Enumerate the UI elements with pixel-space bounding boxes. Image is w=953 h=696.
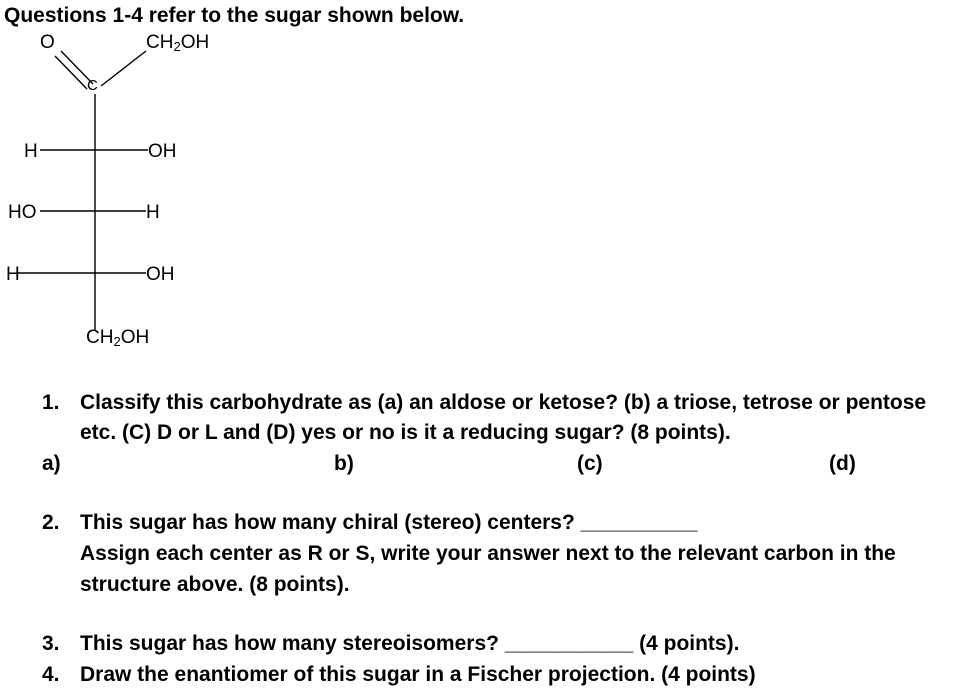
question-1-number: 1. — [42, 391, 60, 414]
answer-label-d: (d) — [829, 452, 856, 475]
row1-right-substituent: OH — [148, 141, 177, 162]
question-4-number: 4. — [42, 663, 60, 686]
question-2-number: 2. — [42, 511, 60, 534]
answer-label-a: a) — [42, 452, 61, 475]
question-2-line-3: structure above. (8 points). — [80, 573, 350, 596]
page-heading: Questions 1-4 refer to the sugar shown below. — [4, 4, 465, 27]
question-2-line-2: Assign each center as R or S, write your answer next to the relevant carbon in the — [80, 542, 896, 565]
question-2-line-1: This sugar has how many chiral (stereo) centers? __________ — [80, 511, 698, 534]
row2-right-substituent: H — [146, 202, 160, 223]
answer-label-c: (c) — [577, 452, 603, 475]
row3-right-substituent: OH — [146, 264, 175, 285]
row3-left-substituent: H — [6, 264, 20, 285]
row1-left-substituent: H — [24, 141, 38, 162]
question-3-line-1: This sugar has how many stereoisomers? ___________ (4 points). — [80, 632, 740, 655]
question-3-number: 3. — [42, 632, 60, 655]
question-1-line-2: etc. (C) D or L and (D) yes or no is it a reducing sugar? (8 points). — [80, 421, 731, 444]
row2-left-substituent: HO — [8, 202, 37, 223]
fischer-projection — [0, 0, 260, 370]
top-ch2oh-group: $CH_2OH$ — [146, 32, 210, 54]
question-1-line-1: Classify this carbohydrate as (a) an aldose or ketose? (b) a triose, tetrose or pentose — [80, 391, 927, 414]
oxygen-atom: O — [40, 32, 55, 53]
answer-label-b: b) — [334, 452, 354, 475]
bottom-ch2oh-group: $CH_2OH$ — [86, 327, 150, 349]
question-4-line-1: Draw the enantiomer of this sugar in a Fischer projection. (4 points) — [80, 663, 756, 686]
carbonyl-carbon-atom: C — [87, 77, 98, 94]
bond-c1-ch2oh — [101, 51, 146, 86]
